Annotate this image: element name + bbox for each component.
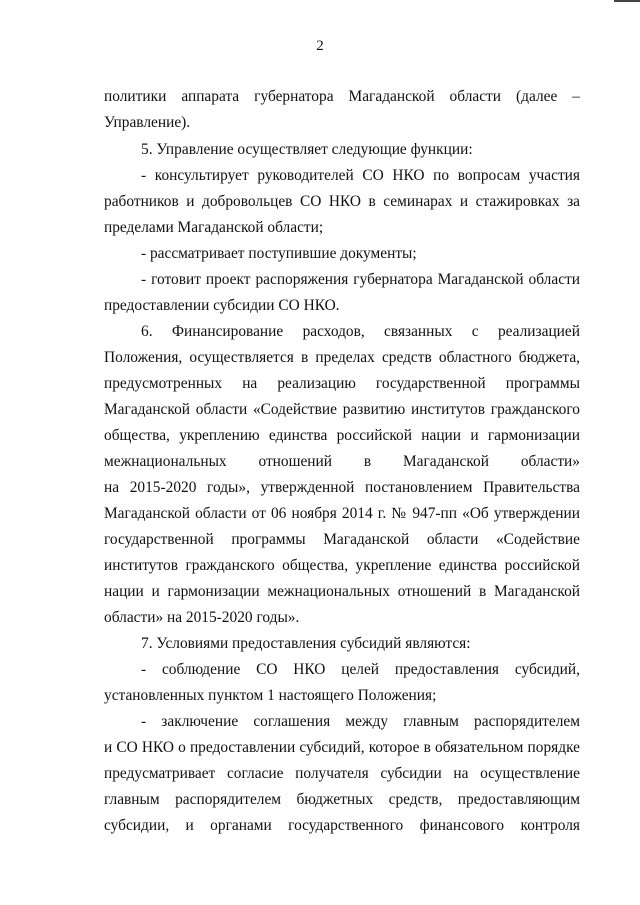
text-line: межнациональных отношений в Магаданской области» <box>104 453 580 470</box>
text-line: установленных пунктом 1 настоящего Положения; <box>104 687 437 704</box>
text-line: субсидии, и органами государственного финансового контроля <box>104 817 580 834</box>
text-line: на 2015-2020 годы», утвержденной постановлением Правительства <box>104 479 580 496</box>
text-line: политики аппарата губернатора Магаданской области (далее – <box>104 88 580 105</box>
document-body <box>104 84 580 839</box>
text-line: - заключение соглашения между главным распорядителем <box>141 713 580 730</box>
text-line: - рассматривает поступившие документы; <box>141 245 417 262</box>
corner-mark <box>614 0 640 2</box>
text-line: предоставлении субсидии СО НКО. <box>104 297 340 314</box>
text-line: пределами Магаданской области; <box>104 219 324 236</box>
text-line: Магаданской области «Содействие развитию институтов гражданского <box>104 401 580 418</box>
text-line: 7. Условиями предоставления субсидий являются: <box>141 635 471 652</box>
text-line: и СО НКО о предоставлении субсидий, которое в обязательном порядке <box>104 739 580 756</box>
text-line: работников и добровольцев СО НКО в семинарах и стажировках за <box>104 193 580 210</box>
text-line: 6. Финансирование расходов, связанных с реализацией <box>141 323 580 340</box>
text-line: области» на 2015-2020 годы». <box>104 609 300 626</box>
text-line: государственной программы Магаданской области «Содействие <box>104 531 580 548</box>
page-number: 2 <box>316 38 324 54</box>
text-line: - соблюдение СО НКО целей предоставления субсидий, <box>141 661 580 678</box>
text-line: - готовит проект распоряжения губернатора Магаданской области <box>141 271 580 288</box>
text-line: нации и гармонизации межнациональных отношений в Магаданской <box>104 583 580 600</box>
text-line: институтов гражданского общества, укрепление единства российской <box>104 557 580 574</box>
text-line: общества, укреплению единства российской нации и гармонизации <box>104 427 580 444</box>
text-line: Положения, осуществляется в пределах средств областного бюджета, <box>104 349 580 366</box>
text-line: Магаданской области от 06 ноября 2014 г. № 947-пп «Об утверждении <box>104 505 580 522</box>
text-line: - консультирует руководителей СО НКО по вопросам участия <box>141 167 580 184</box>
text-line: Управление). <box>104 114 191 131</box>
text-line: предусмотренных на реализацию государственной программы <box>104 375 580 392</box>
text-line: 5. Управление осуществляет следующие функции: <box>141 141 473 158</box>
text-line: предусматривает согласие получателя субсидии на осуществление <box>104 765 580 782</box>
text-line: главным распорядителем бюджетных средств, предоставляющим <box>104 791 580 808</box>
